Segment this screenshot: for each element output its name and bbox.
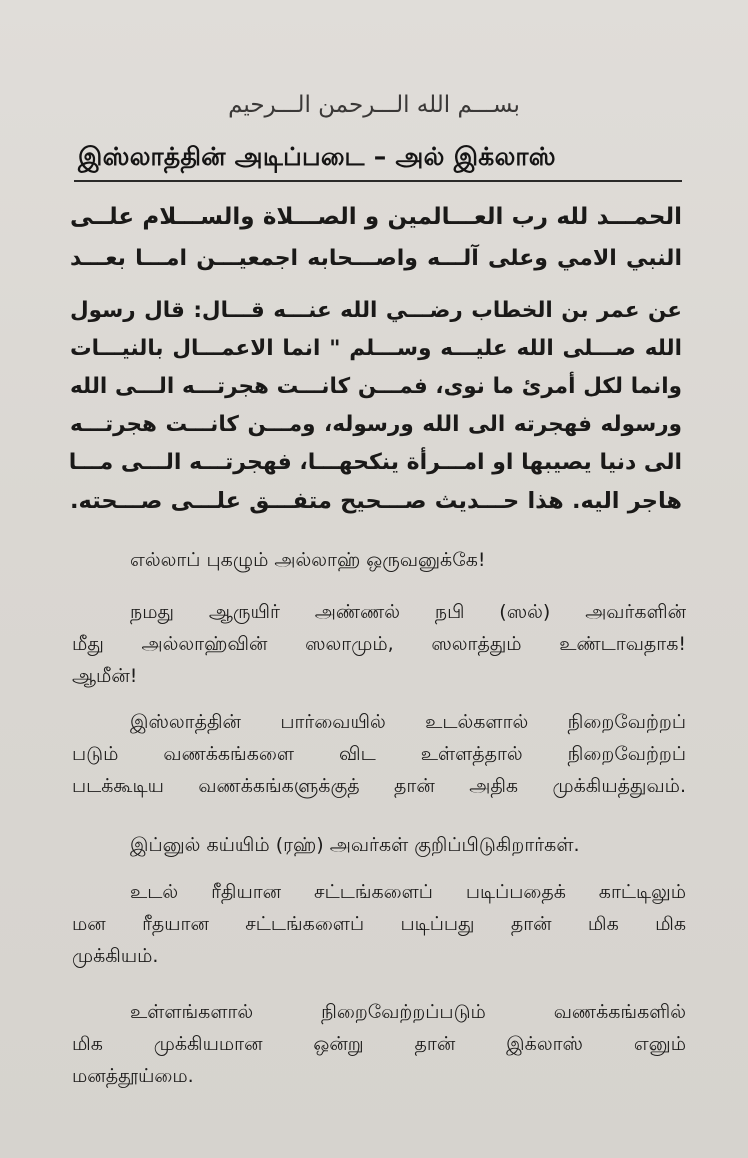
tamil-line: ஆமீன்! [72,665,138,687]
tamil-paragraph-worship [72,706,686,802]
arabic-hadith-line: عن عمر بن الخطاب رضـــي الله عنـــه قـــال: قال رسول [70,298,682,323]
page-title: இஸ்லாத்தின் அடிப்படை – அல் இக்லாஸ் [78,142,556,171]
tamil-line: முக்கியம். [72,945,159,967]
arabic-greeting-line: النبي الامي وعلى آلـــه واصـــحابه اجمعيـــن امـــا بعـــد [70,246,682,271]
arabic-hadith-line: وانما لكل أمرئ ما نوى، فمـــن كانـــت هجرتـــه الـــى الله [70,374,682,399]
tamil-paragraph-ibn-qayyim [72,829,686,861]
tamil-paragraph-ikhlas [72,996,686,1092]
tamil-paragraph-praise [72,544,686,576]
arabic-greeting-line: الحمـــد لله رب العـــالمين و الصـــلاة والســـلام علــى [70,204,682,230]
basmala: بســـم الله الـــرحمن الـــرحيم [228,92,520,118]
arabic-hadith-line: الى دنيا يصيبها او امـــرأة ينكحهـــا، فهجرتـــه الـــى مـــا [68,450,682,475]
tamil-line: மனத்தூய்மை. [72,1065,194,1087]
tamil-line: உள்ளங்களால் நிறைவேற்றப்படும் வணக்கங்களில் [130,1001,686,1023]
tamil-line: எல்லாப் புகழும் அல்லாஹ் ஒருவனுக்கே! [130,549,486,571]
arabic-hadith [70,292,682,520]
tamil-paragraph-salutation [72,596,686,692]
arabic-hadith-line: الله صـــلى الله عليـــه وســـلم " انما الاعمـــال بالنيـــات [70,336,682,361]
title-underline [74,180,682,182]
arabic-greeting [70,196,682,280]
tamil-line: உடல் ரீதியான சட்டங்களைப் படிப்பதைக் காட்டிலும் [130,881,686,903]
tamil-line: இஸ்லாத்தின் பார்வையில் உடல்களால் நிறைவேற்றப் [130,711,686,733]
tamil-line: மன ரீதயான சட்டங்களைப் படிப்பது தான் மிக மிக [72,913,686,935]
tamil-line: படும் வணக்கங்களை விட உள்ளத்தால் நிறைவேற்றப் [72,743,686,765]
arabic-hadith-line: ورسوله فهجرته الى الله ورسوله، ومـــن كانـــت هجرتـــه [70,412,682,437]
tamil-line: படக்கூடிய வணக்கங்களுக்குத் தான் அதிக முக்கியத்துவம். [72,775,686,797]
tamil-paragraph-rulings [72,876,686,972]
tamil-line: மிக முக்கியமான ஒன்று தான் இக்லாஸ் எனும் [72,1033,686,1055]
tamil-line: இப்னுல் கய்யிம் (ரஹ்) அவர்கள் குறிப்பிடுகிறார்கள். [130,834,580,856]
arabic-hadith-line: هاجر اليه. هذا حـــديث صـــحيح متفـــق علـــى صـــحته. [70,488,682,514]
tamil-line: நமது ஆருயிர் அண்ணல் நபி (ஸல்) அவர்களின் [130,601,686,623]
tamil-line: மீது அல்லாஹ்வின் ஸலாமும், ஸலாத்தும் உண்டாவதாக! [72,633,686,655]
